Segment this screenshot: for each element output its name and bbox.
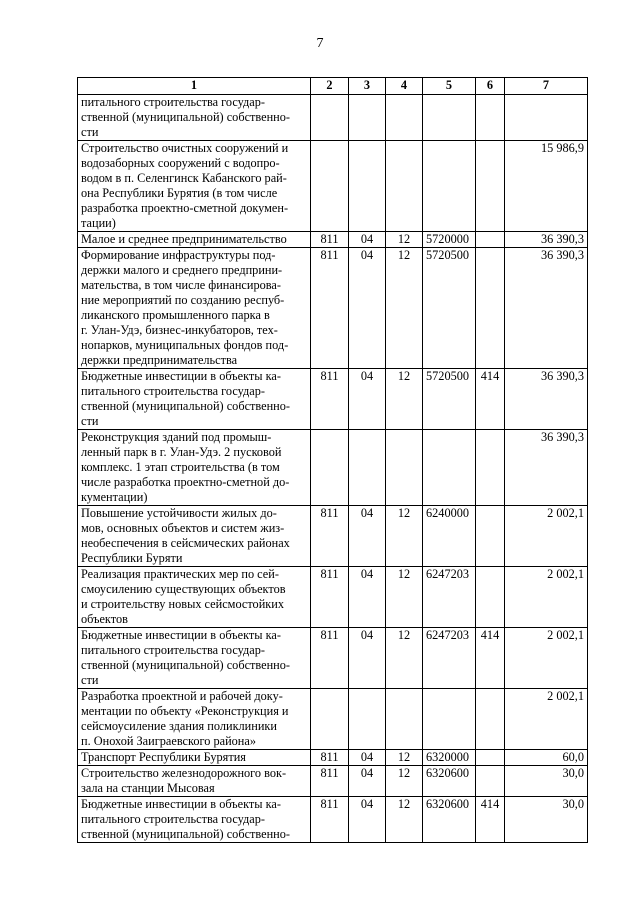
row-expense-type [476,95,505,141]
header-col-4: 4 [386,78,423,95]
row-name: Повышение устойчивости жилых до- мов, основных объектов и систем жиз- необеспечения в сейсмических районах Республики Буряти [78,506,311,567]
row-expense-type: 414 [476,628,505,689]
row-admin-code: 811 [311,567,349,628]
row-amount: 36 390,3 [505,232,588,248]
table-row [78,369,588,430]
header-col-1: 1 [78,78,311,95]
row-name: Бюджетные инвестиции в объекты ка- питального строительства государ- ственной (муниципальной) собственно- сти [78,369,311,430]
table-row [78,141,588,232]
table-row [78,628,588,689]
row-expense-type [476,248,505,369]
row-expense-type [476,506,505,567]
row-target-article: 6247203 [423,567,476,628]
row-expense-type: 414 [476,797,505,843]
header-col-5: 5 [423,78,476,95]
row-subsection: 12 [386,248,423,369]
row-admin-code [311,689,349,750]
row-expense-type [476,430,505,506]
row-section: 04 [349,506,386,567]
row-name: Разработка проектной и рабочей доку- ментации по объекту «Реконструкция и сейсмоусиление здания поликлиники п. Онохой Заиграевского района» [78,689,311,750]
row-admin-code [311,141,349,232]
row-name: Транспорт Республики Бурятия [78,750,311,766]
row-subsection: 12 [386,750,423,766]
table-row [78,506,588,567]
table-row [78,430,588,506]
row-section: 04 [349,232,386,248]
row-subsection: 12 [386,232,423,248]
row-amount: 36 390,3 [505,248,588,369]
row-name: Строительство очистных сооружений и водозаборных сооружений с водопро- водом в п. Селенгинск Кабанского рай- она Республики Бурятия (в том числе разработка проектно-сметной докумен- тации) [78,141,311,232]
row-name: Бюджетные инвестиции в объекты ка- питального строительства государ- ственной (муниципальной) собственно- [78,797,311,843]
row-name: Реализация практических мер по сей- смоусилению существующих объектов и строительству новых сейсмостойких объектов [78,567,311,628]
row-admin-code: 811 [311,766,349,797]
row-name: питального строительства государ- ственной (муниципальной) собственно- сти [78,95,311,141]
row-subsection [386,430,423,506]
row-subsection [386,141,423,232]
row-amount: 60,0 [505,750,588,766]
budget-table [77,77,588,843]
row-amount [505,95,588,141]
row-section: 04 [349,797,386,843]
row-amount: 2 002,1 [505,628,588,689]
row-expense-type [476,750,505,766]
row-section: 04 [349,567,386,628]
row-amount: 30,0 [505,766,588,797]
row-target-article: 6240000 [423,506,476,567]
row-section: 04 [349,248,386,369]
row-section: 04 [349,628,386,689]
row-name: Строительство железнодорожного вок- зала на станции Мысовая [78,766,311,797]
row-target-article: 6320000 [423,750,476,766]
row-target-article: 5720500 [423,248,476,369]
row-admin-code: 811 [311,628,349,689]
row-section: 04 [349,369,386,430]
row-name: Малое и среднее предпринимательство [78,232,311,248]
row-admin-code: 811 [311,750,349,766]
row-admin-code [311,95,349,141]
row-target-article: 5720500 [423,369,476,430]
row-admin-code: 811 [311,797,349,843]
row-expense-type [476,766,505,797]
row-subsection: 12 [386,628,423,689]
row-amount: 2 002,1 [505,567,588,628]
row-admin-code: 811 [311,248,349,369]
row-subsection [386,95,423,141]
row-section: 04 [349,750,386,766]
row-expense-type [476,141,505,232]
row-target-article [423,141,476,232]
row-section [349,95,386,141]
row-target-article: 6320600 [423,797,476,843]
row-amount: 2 002,1 [505,689,588,750]
row-subsection [386,689,423,750]
row-subsection: 12 [386,567,423,628]
table-row [78,797,588,843]
table-row [78,750,588,766]
row-section: 04 [349,766,386,797]
page-number: 7 [316,36,324,51]
row-subsection: 12 [386,797,423,843]
header-row [78,78,588,95]
table-row [78,95,588,141]
row-section [349,430,386,506]
table-row [78,689,588,750]
row-admin-code: 811 [311,506,349,567]
row-target-article [423,689,476,750]
row-name: Бюджетные инвестиции в объекты ка- питального строительства государ- ственной (муниципальной) собственно- сти [78,628,311,689]
row-amount: 36 390,3 [505,369,588,430]
row-subsection: 12 [386,506,423,567]
row-admin-code: 811 [311,369,349,430]
row-target-article [423,430,476,506]
table-row [78,567,588,628]
row-expense-type: 414 [476,369,505,430]
header-col-6: 6 [476,78,505,95]
row-amount: 2 002,1 [505,506,588,567]
row-target-article: 6320600 [423,766,476,797]
row-target-article: 6247203 [423,628,476,689]
row-name: Формирование инфраструктуры под- держки малого и среднего предприни- мательства, в том числе финансирова- ние мероприятий по созданию респуб- ликанского промышленного парка в г. Улан-Удэ, бизнес-инкубаторов, тех- нопарков, муниципальных фондов под- держки предпринимательства [78,248,311,369]
header-col-2: 2 [311,78,349,95]
row-target-article [423,95,476,141]
row-section [349,141,386,232]
row-admin-code: 811 [311,232,349,248]
row-expense-type [476,689,505,750]
row-subsection: 12 [386,369,423,430]
row-admin-code [311,430,349,506]
row-section [349,689,386,750]
table-row [78,766,588,797]
row-subsection: 12 [386,766,423,797]
table-row [78,232,588,248]
table-row [78,248,588,369]
header-col-7: 7 [505,78,588,95]
row-amount: 30,0 [505,797,588,843]
row-amount: 15 986,9 [505,141,588,232]
row-target-article: 5720000 [423,232,476,248]
row-name: Реконструкция зданий под промыш- ленный парк в г. Улан-Удэ. 2 пусковой комплекс. 1 этап строительства (в том числе разработка проектно-сметной до- кументации) [78,430,311,506]
row-expense-type [476,232,505,248]
row-expense-type [476,567,505,628]
row-amount: 36 390,3 [505,430,588,506]
header-col-3: 3 [349,78,386,95]
